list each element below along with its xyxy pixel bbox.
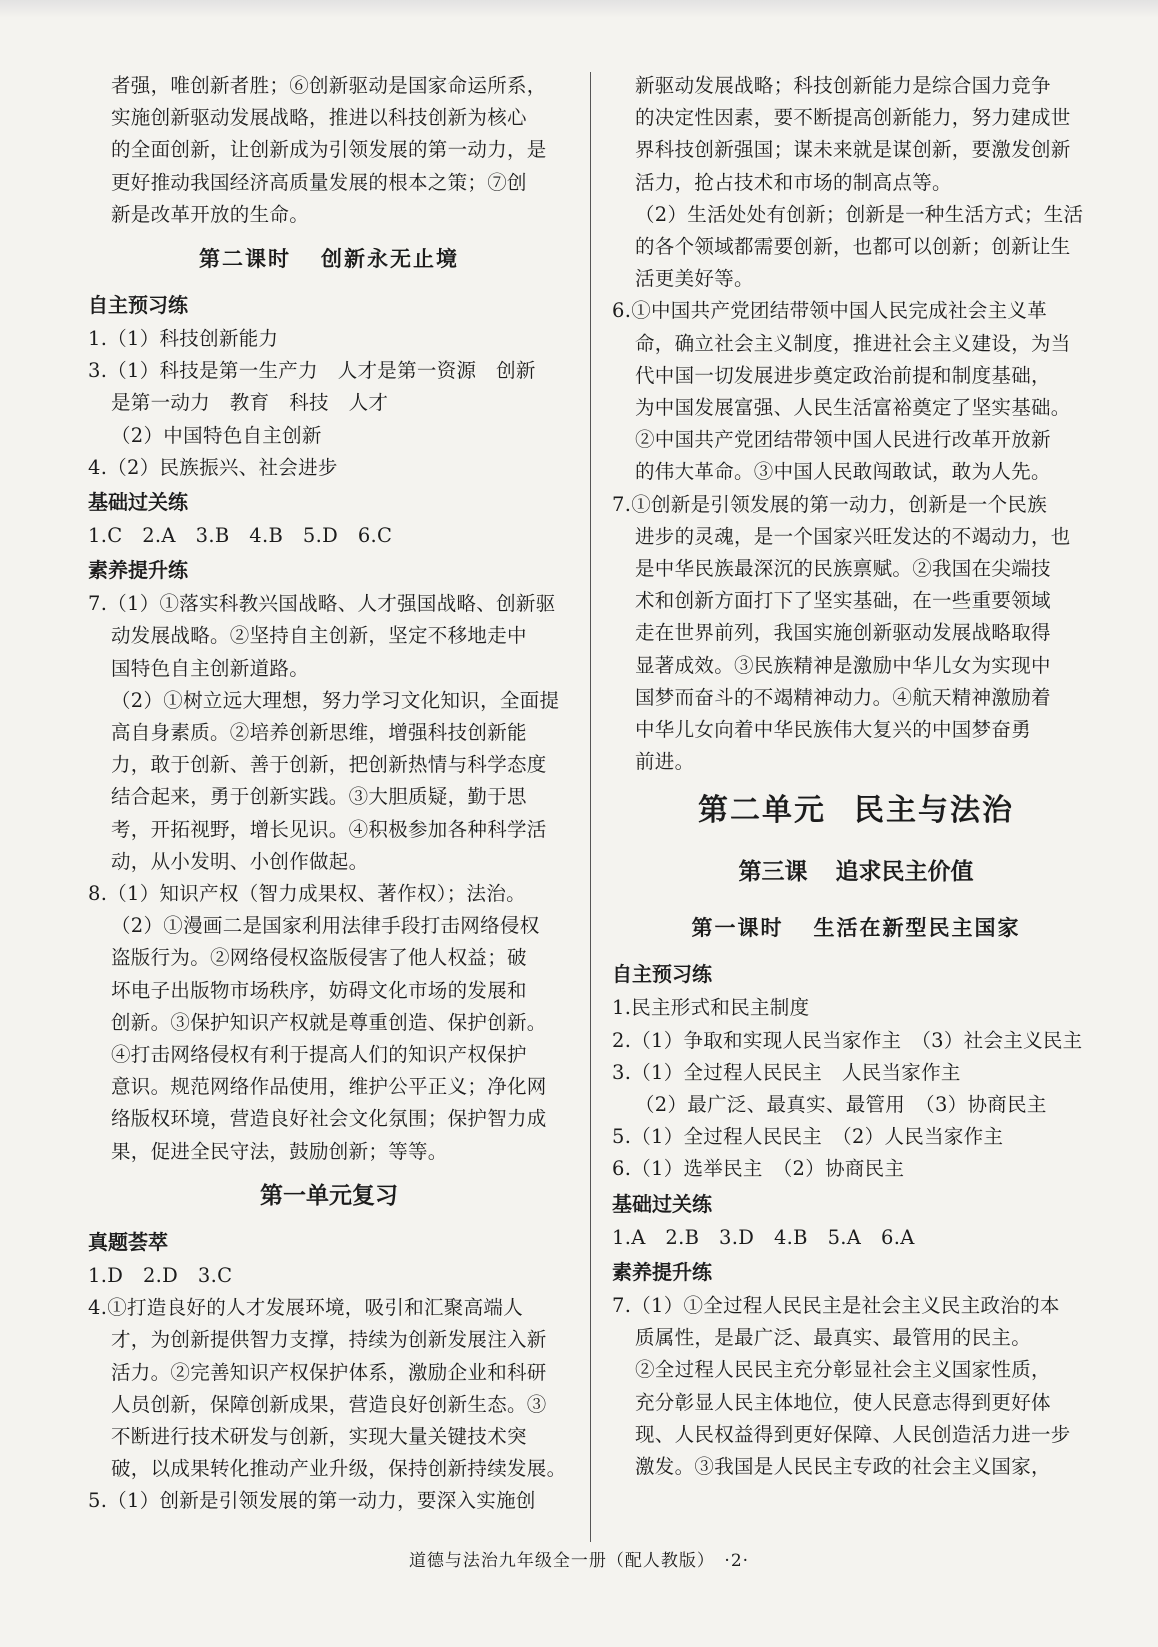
answer-line: 进步的灵魂，是一个国家兴旺发达的不竭动力，也 bbox=[635, 524, 1071, 548]
answer-line: 4.①打造良好的人才发展环境，吸引和汇聚高端人 bbox=[88, 1296, 524, 1320]
answer-line: 意识。规范网络作品使用，维护公平正义；净化网 bbox=[111, 1075, 547, 1099]
answer-line: 的决定性因素，要不断提高创新能力，努力建成世 bbox=[635, 106, 1071, 130]
answer-line: 充分彰显人民主体地位，使人民意志得到更好体 bbox=[635, 1390, 1051, 1414]
answer-line: 活力，抢占技术和市场的制高点等。 bbox=[635, 170, 952, 194]
left-column bbox=[88, 70, 570, 1518]
answer-line: （2）①漫画二是国家利用法律手段打击网络侵权 bbox=[111, 914, 540, 938]
answer-line: 走在世界前列，我国实施创新驱动发展战略取得 bbox=[635, 621, 1051, 645]
unit-title: 民主与法治 bbox=[854, 793, 1014, 829]
lesson-heading bbox=[612, 844, 1100, 900]
answer-line: 活力。②完善知识产权保护体系，激励企业和科研 bbox=[111, 1360, 547, 1384]
answer-line: 国特色自主创新道路。 bbox=[111, 656, 310, 680]
period-heading bbox=[612, 900, 1100, 956]
answer-line: 动发展战略。②坚持自主创新，坚定不移地走中 bbox=[111, 624, 527, 648]
answer-line: ②全过程人民民主充分彰显社会主义国家性质， bbox=[635, 1358, 1051, 1382]
answer-line: 果，促进全民守法，鼓励创新；等等。 bbox=[111, 1139, 448, 1163]
unit-heading bbox=[612, 778, 1100, 844]
text-line: 新是改革开放的生命。 bbox=[111, 202, 310, 226]
answer-line: 坏电子出版物市场秩序，妨碍文化市场的发展和 bbox=[111, 978, 527, 1002]
answer-line: 7.（1）①全过程人民民主是社会主义民主政治的本 bbox=[612, 1293, 1060, 1317]
answer-line: 5.（1）全过程人民民主 （2）人民当家作主 bbox=[612, 1125, 1004, 1149]
lesson-title: 追求民主价值 bbox=[835, 859, 974, 886]
answer-line: 力，敢于创新、善于创新，把创新热情与科学态度 bbox=[111, 753, 547, 777]
period-title: 生活在新型民主国家 bbox=[813, 915, 1021, 941]
answer-line: （2）①树立远大理想，努力学习文化知识，全面提 bbox=[111, 688, 560, 712]
answer-line: 人员创新，保障创新成果，营造良好创新生态。③ bbox=[111, 1392, 547, 1416]
page-footer: 道德与法治九年级全一册（配人教版） ·2· bbox=[408, 1551, 750, 1571]
answer-line: 前进。 bbox=[635, 750, 695, 774]
answer-line: 2.（1）争取和实现人民当家作主 （3）社会主义民主 bbox=[612, 1028, 1083, 1052]
answer-line: 创新。③保护知识产权就是尊重创造、保护创新。 bbox=[111, 1010, 547, 1034]
answer-line: 6.（1）选举民主 （2）协商民主 bbox=[612, 1157, 905, 1181]
answer-line: 不断进行技术研发与创新，实现大量关键技术突 bbox=[111, 1424, 527, 1448]
section-title: 真题荟萃 bbox=[88, 1229, 168, 1254]
answer-line: 3.（1）全过程人民民主 人民当家作主 bbox=[612, 1060, 961, 1084]
answer-line: 激发。③我国是人民民主专政的社会主义国家， bbox=[635, 1454, 1051, 1478]
answer-line: 是第一动力 教育 科技 人才 bbox=[111, 391, 389, 415]
review-heading: 第一单元复习 bbox=[260, 1182, 398, 1209]
text-line: 实施创新驱动发展战略，推进以科技创新为核心 bbox=[111, 106, 527, 130]
answer-line: 4.（2）民族振兴、社会进步 bbox=[88, 455, 338, 479]
answer-line: 的伟大革命。③中国人民敢闯敢试，敢为人先。 bbox=[635, 460, 1051, 484]
answer-line: ②中国共产党团结带领中国人民进行改革开放新 bbox=[635, 428, 1051, 452]
answer-line: 1.民主形式和民主制度 bbox=[612, 996, 810, 1020]
lesson-title: 创新永无止境 bbox=[321, 246, 459, 272]
answer-line: 是中华民族最深沉的民族禀赋。②我国在尖端技 bbox=[635, 557, 1051, 581]
answer-line: 7.（1）①落实科教兴国战略、人才强国战略、创新驱 bbox=[88, 592, 556, 616]
text-line: 的全面创新，让创新成为引领发展的第一动力，是 bbox=[111, 138, 547, 162]
answer-line: 中华儿女向着中华民族伟大复兴的中国梦奋勇 bbox=[635, 718, 1032, 742]
answer-line: 术和创新方面打下了坚实基础，在一些重要领域 bbox=[635, 589, 1051, 613]
answer-line: 国梦而奋斗的不竭精神动力。④航天精神激励着 bbox=[635, 685, 1051, 709]
answer-line: （2）最广泛、最真实、最管用 （3）协商民主 bbox=[635, 1093, 1047, 1117]
answer-line: 质属性，是最广泛、最真实、最管用的民主。 bbox=[635, 1326, 1032, 1350]
choice-answers: 1.D 2.D 3.C bbox=[88, 1263, 233, 1287]
answer-line: 动，从小发明、小创作做起。 bbox=[111, 849, 369, 873]
answer-line: （2）中国特色自主创新 bbox=[111, 423, 322, 447]
section-title: 自主预习练 bbox=[612, 962, 712, 987]
answer-line: 考，开拓视野，增长见识。④积极参加各种科学活 bbox=[111, 817, 547, 841]
choice-answers: 1.C 2.A 3.B 4.B 5.D 6.C bbox=[88, 524, 393, 548]
answer-line: 破，以成果转化推动产业升级，保持创新持续发展。 bbox=[111, 1457, 567, 1481]
answer-line: 的各个领域都需要创新，也都可以创新；创新让生 bbox=[635, 235, 1071, 259]
answer-line: 结合起来，勇于创新实践。③大胆质疑，勤于思 bbox=[111, 785, 527, 809]
answer-line: 现、人民权益得到更好保障、人民创造活力进一步 bbox=[635, 1422, 1071, 1446]
text-line: 者强，唯创新者胜；⑥创新驱动是国家命运所系， bbox=[111, 74, 547, 97]
lesson-number: 第三课 bbox=[738, 859, 808, 886]
right-column bbox=[612, 70, 1100, 1483]
answer-line: 活更美好等。 bbox=[635, 267, 754, 291]
answer-line: 显著成效。③民族精神是激励中华儿女为实现中 bbox=[635, 653, 1051, 677]
answer-line: 盗版行为。②网络侵权盗版侵害了他人权益；破 bbox=[111, 946, 527, 970]
answer-line: 7.①创新是引领发展的第一动力，创新是一个民族 bbox=[612, 492, 1048, 516]
answer-line: 5.（1）创新是引领发展的第一动力，要深入实施创 bbox=[88, 1489, 536, 1513]
answer-line: 新驱动发展战略；科技创新能力是综合国力竞争 bbox=[635, 74, 1051, 97]
answer-line: 界科技创新强国；谋未来就是谋创新，要激发创新 bbox=[635, 138, 1071, 162]
answer-line: 为中国发展富强、人民生活富裕奠定了坚实基础。 bbox=[635, 396, 1071, 420]
lesson-heading bbox=[88, 231, 570, 287]
section-title: 素养提升练 bbox=[612, 1259, 712, 1284]
lesson-period: 第二课时 bbox=[199, 246, 291, 272]
answer-line: 高自身素质。②培养创新思维，增强科技创新能 bbox=[111, 721, 527, 745]
intro-paragraph bbox=[88, 70, 570, 231]
answer-line: （2）生活处处有创新；创新是一种生活方式；生活 bbox=[635, 202, 1084, 226]
text-line: 更好推动我国经济高质量发展的根本之策；⑦创 bbox=[111, 170, 527, 194]
unit-number: 第二单元 bbox=[698, 793, 826, 829]
answer-line: 才，为创新提供智力支撑，持续为创新发展注入新 bbox=[111, 1328, 547, 1352]
answer-line: 命，确立社会主义制度，推进社会主义建设，为当 bbox=[635, 331, 1071, 355]
section-title: 基础过关练 bbox=[88, 490, 188, 515]
answer-line: 6.①中国共产党团结带领中国人民完成社会主义革 bbox=[612, 299, 1048, 323]
lesson-period: 第一课时 bbox=[691, 915, 784, 941]
column-divider bbox=[590, 72, 591, 1542]
answer-line: 1.（1）科技创新能力 bbox=[88, 327, 279, 351]
answer-line: 3.（1）科技是第一生产力 人才是第一资源 创新 bbox=[88, 359, 536, 383]
answer-line: ④打击网络侵权有利于提高人们的知识产权保护 bbox=[111, 1043, 527, 1067]
answer-line: 代中国一切发展进步奠定政治前提和制度基础， bbox=[635, 363, 1051, 387]
answer-line: 络版权环境，营造良好社会文化氛围；保护智力成 bbox=[111, 1107, 547, 1131]
choice-answers: 1.A 2.B 3.D 4.B 5.A 6.A bbox=[612, 1225, 915, 1249]
section-title: 自主预习练 bbox=[88, 293, 188, 318]
section-title: 素养提升练 bbox=[88, 558, 188, 583]
scan-top-shadow bbox=[0, 0, 1158, 18]
answer-line: 8.（1）知识产权（智力成果权、著作权）；法治。 bbox=[88, 882, 526, 906]
section-title: 基础过关练 bbox=[612, 1191, 712, 1216]
